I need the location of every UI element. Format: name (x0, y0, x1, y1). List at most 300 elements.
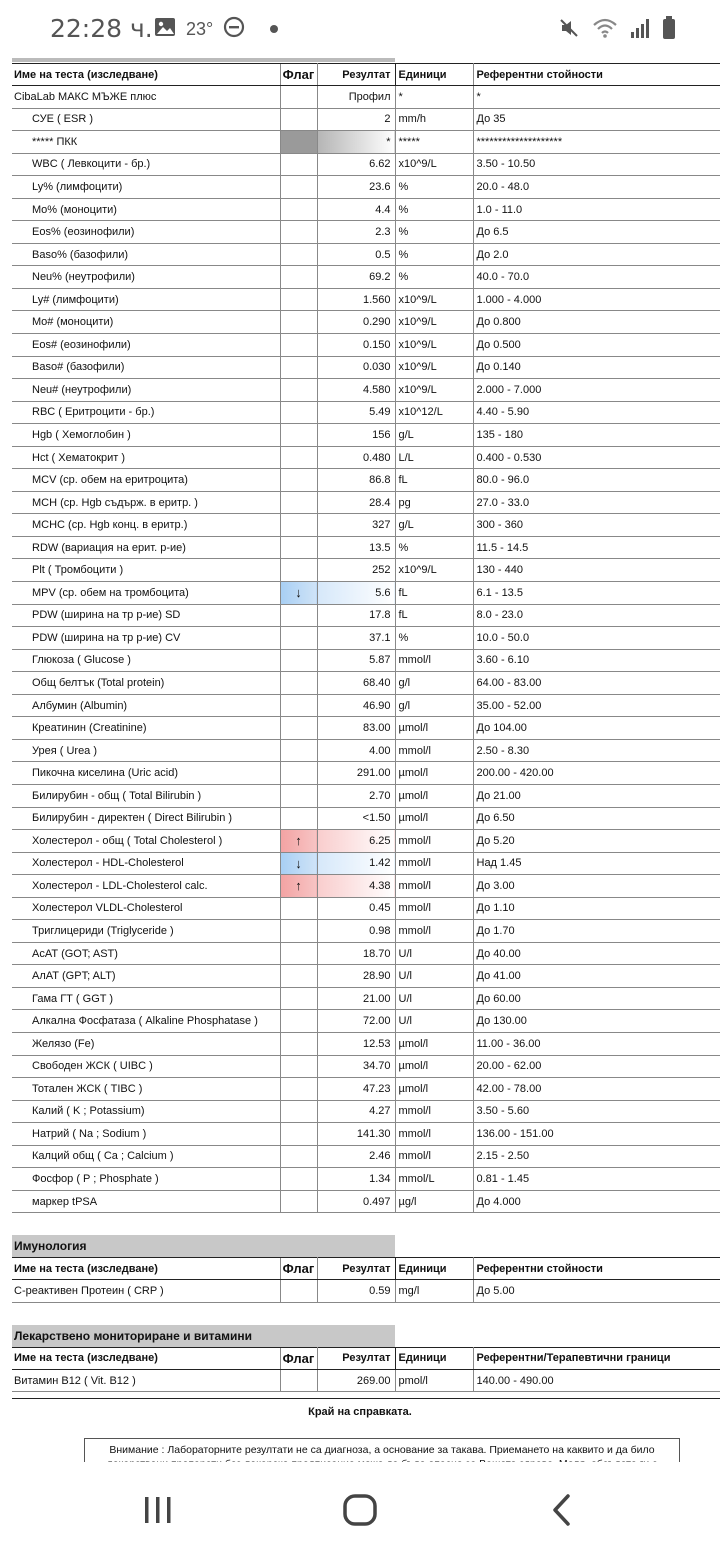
unit: µmol/l (395, 1078, 473, 1101)
table-row (12, 852, 720, 875)
table-row (12, 1369, 720, 1392)
header-ref: Референтни стойности (473, 64, 720, 86)
reference-range: 8.0 - 23.0 (473, 604, 720, 627)
result-value: 0.98 (317, 920, 395, 943)
reference-range: 1.0 - 11.0 (473, 198, 720, 221)
result-value: 5.87 (317, 649, 395, 672)
flag-indicator (280, 356, 317, 379)
result-value: 28.90 (317, 965, 395, 988)
table-row (12, 830, 720, 853)
table-row (12, 153, 720, 176)
flag-indicator (280, 627, 317, 650)
reference-range: До 0.140 (473, 356, 720, 379)
unit: U/l (395, 987, 473, 1010)
unit: x10^9/L (395, 153, 473, 176)
top-rule (12, 58, 395, 62)
header-flag: Флаг (280, 64, 317, 86)
unit: % (395, 176, 473, 199)
reference-range: 130 - 440 (473, 559, 720, 582)
unit: % (395, 627, 473, 650)
result-value: 0.480 (317, 446, 395, 469)
unit: pg (395, 491, 473, 514)
table-row (12, 717, 720, 740)
reference-range: 136.00 - 151.00 (473, 1123, 720, 1146)
unit: µmol/l (395, 1032, 473, 1055)
reference-range: До 5.20 (473, 830, 720, 853)
unit: mmol/L (395, 1168, 473, 1191)
unit: mmol/l (395, 1123, 473, 1146)
test-name: Холестерол - общ ( Total Cholesterol ) (12, 830, 280, 853)
reference-range: 27.0 - 33.0 (473, 491, 720, 514)
test-name: ***** ПКК (12, 131, 280, 154)
test-name: MCHC (ср. Hgb конц. в еритр.) (12, 514, 280, 537)
result-value: 12.53 (317, 1032, 395, 1055)
reference-range: 20.00 - 62.00 (473, 1055, 720, 1078)
table-row (12, 491, 720, 514)
table-row (12, 176, 720, 199)
reference-range: 6.1 - 13.5 (473, 582, 720, 605)
table-row (12, 762, 720, 785)
flag-indicator (280, 469, 317, 492)
test-name: WBC ( Левкоцити - бр.) (12, 153, 280, 176)
result-value: 28.4 (317, 491, 395, 514)
test-name: CibaLab МАКС МЪЖЕ плюс (12, 86, 280, 109)
table-row (12, 198, 720, 221)
unit: fL (395, 604, 473, 627)
flag-indicator (280, 1123, 317, 1146)
flag-indicator (280, 1190, 317, 1213)
minus-circle-icon (223, 16, 245, 43)
result-value: 0.497 (317, 1190, 395, 1213)
reference-range: 11.00 - 36.00 (473, 1032, 720, 1055)
flag-indicator (280, 243, 317, 266)
unit: ***** (395, 131, 473, 154)
reference-range: 42.00 - 78.00 (473, 1078, 720, 1101)
test-name: Mo% (моноцити) (12, 198, 280, 221)
reference-range: До 60.00 (473, 987, 720, 1010)
reference-range: 4.40 - 5.90 (473, 401, 720, 424)
test-name: Билирубин - директен ( Direct Bilirubin ) (12, 807, 280, 830)
test-name: Натрий ( Na ; Sodium ) (12, 1123, 280, 1146)
unit: x10^9/L (395, 379, 473, 402)
table-row (12, 1010, 720, 1033)
unit: mmol/l (395, 649, 473, 672)
reference-range: До 2.0 (473, 243, 720, 266)
section-title-immunology: Имунология (12, 1235, 395, 1257)
test-name: Hct ( Хематокрит ) (12, 446, 280, 469)
unit: mmol/l (395, 897, 473, 920)
flag-indicator (280, 694, 317, 717)
table-row (12, 784, 720, 807)
test-name: Пикочна киселина (Uric acid) (12, 762, 280, 785)
test-name: Mo# (моноцити) (12, 311, 280, 334)
flag-indicator (280, 1055, 317, 1078)
unit: x10^12/L (395, 401, 473, 424)
result-value: 327 (317, 514, 395, 537)
table-row (12, 875, 720, 898)
table-row (12, 311, 720, 334)
unit: mmol/l (395, 920, 473, 943)
status-time: 22:28 ч. (50, 14, 153, 43)
test-name: Холестерол VLDL-Cholesterol (12, 897, 280, 920)
unit: µg/l (395, 1190, 473, 1213)
test-name: маркер tPSA (12, 1190, 280, 1213)
test-name: АсАТ (GOT; AST) (12, 942, 280, 965)
result-value: 23.6 (317, 176, 395, 199)
test-name: АлАТ (GPT; ALT) (12, 965, 280, 988)
flag-indicator (280, 1010, 317, 1033)
unit: µmol/l (395, 807, 473, 830)
test-name: Baso# (базофили) (12, 356, 280, 379)
flag-indicator (280, 198, 317, 221)
reference-range: 40.0 - 70.0 (473, 266, 720, 289)
flag-indicator (280, 266, 317, 289)
header-flag: Флаг (280, 1347, 317, 1369)
result-value: 156 (317, 424, 395, 447)
reference-range: До 21.00 (473, 784, 720, 807)
test-name: RBC ( Еритроцити - бр.) (12, 401, 280, 424)
unit: g/l (395, 672, 473, 695)
result-value: 1.560 (317, 288, 395, 311)
unit: x10^9/L (395, 334, 473, 357)
result-value: 2.3 (317, 221, 395, 244)
result-value: 6.25 (317, 830, 395, 853)
reference-range: 1.000 - 4.000 (473, 288, 720, 311)
table-header (12, 64, 720, 86)
status-bar (0, 0, 720, 60)
home-button[interactable] (330, 1490, 390, 1530)
reference-range: До 3.00 (473, 875, 720, 898)
flag-indicator (280, 491, 317, 514)
result-value: 0.030 (317, 356, 395, 379)
table-row (12, 1190, 720, 1213)
table-row (12, 1078, 720, 1101)
navigation-bar (0, 1462, 720, 1560)
test-name: PDW (ширина на тр р-ие) SD (12, 604, 280, 627)
table-row (12, 243, 720, 266)
table-row (12, 221, 720, 244)
reference-range: 2.000 - 7.000 (473, 379, 720, 402)
result-value: 37.1 (317, 627, 395, 650)
back-button[interactable] (532, 1490, 592, 1530)
reference-range: Над 1.45 (473, 852, 720, 875)
table-row (12, 987, 720, 1010)
test-name: Фосфор ( P ; Phosphate ) (12, 1168, 280, 1191)
result-value: 291.00 (317, 762, 395, 785)
header-units: Единици (395, 1347, 473, 1369)
unit: µmol/l (395, 1055, 473, 1078)
reference-range: До 41.00 (473, 965, 720, 988)
flag-indicator (280, 424, 317, 447)
test-name: Глюкоза ( Glucose ) (12, 649, 280, 672)
table-row (12, 1145, 720, 1168)
flag-indicator (280, 153, 317, 176)
flag-indicator (280, 717, 317, 740)
header-result: Резултат (317, 64, 395, 86)
result-value: 1.34 (317, 1168, 395, 1191)
unit: fL (395, 469, 473, 492)
reference-range: До 0.500 (473, 334, 720, 357)
reference-range: До 130.00 (473, 1010, 720, 1033)
header-name: Име на теста (изследване) (12, 1258, 280, 1280)
reference-range: До 1.10 (473, 897, 720, 920)
result-value: 4.38 (317, 875, 395, 898)
unit: µmol/l (395, 784, 473, 807)
flag-indicator (280, 807, 317, 830)
unit: % (395, 536, 473, 559)
test-name: Холестерол - HDL-Cholesterol (12, 852, 280, 875)
table-row (12, 739, 720, 762)
test-name: СУЕ ( ESR ) (12, 108, 280, 131)
warning-notice: Внимание : Лабораторните резултати не са диагноза, а основание за такава. Приемането на каквито и да било (84, 1438, 680, 1464)
table-row (12, 536, 720, 559)
header-ref-therapeutic: Референтни/Терапевтични граници (473, 1347, 720, 1369)
unit: % (395, 243, 473, 266)
test-name: MCH (ср. Hgb съдърж. в еритр. ) (12, 491, 280, 514)
reference-range: 0.400 - 0.530 (473, 446, 720, 469)
result-value: 2 (317, 108, 395, 131)
result-value: 72.00 (317, 1010, 395, 1033)
table-row (12, 1168, 720, 1191)
mute-icon (558, 17, 580, 44)
reference-range: До 6.5 (473, 221, 720, 244)
reference-range: 0.81 - 1.45 (473, 1168, 720, 1191)
result-value: 69.2 (317, 266, 395, 289)
result-value: 4.4 (317, 198, 395, 221)
unit: mmol/l (395, 875, 473, 898)
test-name: Baso% (базофили) (12, 243, 280, 266)
flag-indicator (280, 1145, 317, 1168)
unit: mmol/l (395, 739, 473, 762)
test-name: PDW (ширина на тр р-ие) CV (12, 627, 280, 650)
flag-indicator (280, 1100, 317, 1123)
test-name: Калций общ ( Ca ; Calcium ) (12, 1145, 280, 1168)
test-name: Гама ГТ ( GGT ) (12, 987, 280, 1010)
header-units: Единици (395, 64, 473, 86)
reference-range: 3.50 - 5.60 (473, 1100, 720, 1123)
test-name: Витамин B12 ( Vit. B12 ) (12, 1369, 280, 1392)
test-name: Neu# (неутрофили) (12, 379, 280, 402)
flag-indicator (280, 987, 317, 1010)
flag-indicator (280, 379, 317, 402)
test-name: Триглицериди (Triglyceride ) (12, 920, 280, 943)
reference-range: 11.5 - 14.5 (473, 536, 720, 559)
flag-indicator (280, 672, 317, 695)
result-value: 2.46 (317, 1145, 395, 1168)
result-value: 4.00 (317, 739, 395, 762)
recent-apps-button[interactable] (128, 1490, 188, 1530)
back-icon (550, 1493, 574, 1527)
unit: g/l (395, 694, 473, 717)
table-row (12, 1280, 720, 1303)
reference-range: 200.00 - 420.00 (473, 762, 720, 785)
flag-indicator (280, 1032, 317, 1055)
section-gap (12, 1213, 720, 1235)
reference-range: До 6.50 (473, 807, 720, 830)
table-row (12, 1055, 720, 1078)
reference-range: 3.60 - 6.10 (473, 649, 720, 672)
test-name: Ly% (лимфоцити) (12, 176, 280, 199)
reference-range: 2.50 - 8.30 (473, 739, 720, 762)
result-value: 47.23 (317, 1078, 395, 1101)
reference-range: 140.00 - 490.00 (473, 1369, 720, 1392)
flag-indicator: ↑ (280, 875, 317, 898)
unit: µmol/l (395, 717, 473, 740)
test-name: MCV (ср. обем на еритроцита) (12, 469, 280, 492)
table-row (12, 807, 720, 830)
flag-indicator (280, 446, 317, 469)
table-row (12, 356, 720, 379)
flag-indicator (280, 649, 317, 672)
test-name: Желязо (Fe) (12, 1032, 280, 1055)
signal-icon (630, 17, 650, 44)
wifi-icon (592, 17, 618, 44)
result-value: 0.5 (317, 243, 395, 266)
end-rule (12, 1398, 720, 1399)
flag-indicator (280, 762, 317, 785)
unit: x10^9/L (395, 311, 473, 334)
test-name: Neu% (неутрофили) (12, 266, 280, 289)
result-value: 4.580 (317, 379, 395, 402)
unit: mmol/l (395, 852, 473, 875)
result-value: 141.30 (317, 1123, 395, 1146)
table-header (12, 1347, 720, 1369)
flag-indicator (280, 401, 317, 424)
header-name: Име на теста (изследване) (12, 1347, 280, 1369)
table-row (12, 1100, 720, 1123)
table-row (12, 131, 720, 154)
section-title-drugs-vitamins: Лекарствено мониториране и витамини (12, 1325, 395, 1347)
table-row (12, 559, 720, 582)
result-value: 5.6 (317, 582, 395, 605)
reference-range: 10.0 - 50.0 (473, 627, 720, 650)
unit: mmol/l (395, 830, 473, 853)
table-row (12, 942, 720, 965)
flag-indicator (280, 1078, 317, 1101)
result-value: 0.150 (317, 334, 395, 357)
unit: mm/h (395, 108, 473, 131)
section-gap (12, 1303, 720, 1325)
reference-range: До 1.70 (473, 920, 720, 943)
reference-range: 300 - 360 (473, 514, 720, 537)
lab-report (12, 63, 720, 1392)
flag-indicator (280, 739, 317, 762)
unit: g/L (395, 424, 473, 447)
reference-range: До 0.800 (473, 311, 720, 334)
status-right-icons (558, 16, 676, 45)
result-value: 83.00 (317, 717, 395, 740)
test-name: RDW (вариация на ерит. р-ие) (12, 536, 280, 559)
table-row (12, 627, 720, 650)
flag-indicator (280, 784, 317, 807)
test-name: Eos# (еозинофили) (12, 334, 280, 357)
immunology-table (12, 1257, 720, 1303)
reference-range: 20.0 - 48.0 (473, 176, 720, 199)
result-value: Профил (317, 86, 395, 109)
unit: * (395, 86, 473, 109)
unit: g/L (395, 514, 473, 537)
test-name: Калий ( K ; Potassium) (12, 1100, 280, 1123)
flag-indicator (280, 1280, 317, 1303)
unit: mmol/l (395, 1145, 473, 1168)
flag-indicator (280, 559, 317, 582)
result-value: 5.49 (317, 401, 395, 424)
reference-range: До 40.00 (473, 942, 720, 965)
flag-indicator: ↓ (280, 582, 317, 605)
test-name: С-реактивен Протеин ( CRP ) (12, 1280, 280, 1303)
table-row (12, 649, 720, 672)
reference-range: До 104.00 (473, 717, 720, 740)
header-ref: Референтни стойности (473, 1258, 720, 1280)
flag-indicator (280, 1369, 317, 1392)
table-row (12, 582, 720, 605)
result-value: 269.00 (317, 1369, 395, 1392)
result-value: 21.00 (317, 987, 395, 1010)
status-left-icons (154, 16, 279, 43)
reference-range: До 4.000 (473, 1190, 720, 1213)
unit: % (395, 198, 473, 221)
result-value: 18.70 (317, 942, 395, 965)
unit: U/l (395, 942, 473, 965)
flag-indicator (280, 86, 317, 109)
test-name: Холестерол - LDL-Cholesterol calc. (12, 875, 280, 898)
unit: % (395, 266, 473, 289)
result-value: 2.70 (317, 784, 395, 807)
reference-range: 64.00 - 83.00 (473, 672, 720, 695)
table-row (12, 920, 720, 943)
flag-indicator (280, 604, 317, 627)
unit: % (395, 221, 473, 244)
result-value: 68.40 (317, 672, 395, 695)
table-row (12, 334, 720, 357)
drugs-vitamins-table (12, 1347, 720, 1393)
result-value: 252 (317, 559, 395, 582)
flag-indicator (280, 108, 317, 131)
reference-range: * (473, 86, 720, 109)
battery-icon (662, 16, 676, 45)
main-results-table (12, 63, 720, 1213)
result-value: 1.42 (317, 852, 395, 875)
flag-indicator (280, 221, 317, 244)
table-row (12, 424, 720, 447)
unit: mmol/l (395, 1100, 473, 1123)
image-icon (154, 17, 176, 42)
header-name: Име на теста (изследване) (12, 64, 280, 86)
header-result: Резултат (317, 1258, 395, 1280)
unit: x10^9/L (395, 356, 473, 379)
test-name: Креатинин (Creatinine) (12, 717, 280, 740)
table-row (12, 694, 720, 717)
unit: x10^9/L (395, 559, 473, 582)
flag-indicator (280, 920, 317, 943)
unit: U/l (395, 1010, 473, 1033)
flag-indicator (280, 942, 317, 965)
table-row (12, 604, 720, 627)
reference-range: До 35 (473, 108, 720, 131)
test-name: Алкална Фосфатаза ( Alkaline Phosphatase ) (12, 1010, 280, 1033)
test-name: Тотален ЖСК ( TIBC ) (12, 1078, 280, 1101)
result-value: 34.70 (317, 1055, 395, 1078)
test-name: Свободен ЖСК ( UIBC ) (12, 1055, 280, 1078)
reference-range: 35.00 - 52.00 (473, 694, 720, 717)
result-value: 0.290 (317, 311, 395, 334)
recent-apps-icon (141, 1495, 175, 1525)
unit: µmol/l (395, 762, 473, 785)
table-row (12, 266, 720, 289)
result-value: 0.59 (317, 1280, 395, 1303)
home-icon (342, 1493, 378, 1527)
test-name: Общ белтък (Total protein) (12, 672, 280, 695)
